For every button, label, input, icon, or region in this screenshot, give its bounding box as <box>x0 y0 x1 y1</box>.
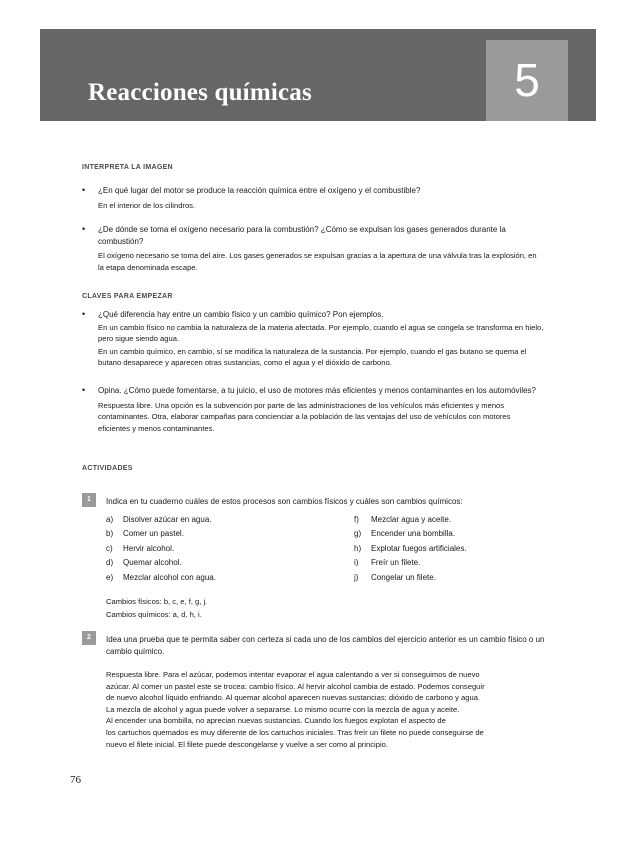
chapter-title: Reacciones químicas <box>88 79 312 106</box>
option-label: j) <box>354 572 359 582</box>
option-label: c) <box>106 543 113 553</box>
activity-statement: Indica en tu cuaderno cuáles de estos procesos son cambios físicos y cuáles son cambios químicos: <box>106 497 463 506</box>
option-text: Disolver azúcar en agua. <box>123 514 212 524</box>
list-item <box>82 385 544 434</box>
option-label: e) <box>106 572 114 582</box>
option-item <box>354 542 574 557</box>
section-title-claves: CLAVES PARA EMPEZAR <box>82 293 173 300</box>
answer-text <box>98 250 544 273</box>
activity-number-badge: 2 <box>82 631 96 645</box>
answer-physical: Cambios físicos: b, c, e, f, g, j. <box>106 596 208 606</box>
activity-answer <box>106 595 546 621</box>
option-label: h) <box>354 543 362 553</box>
answer-paragraph: El oxígeno necesario se toma del aire. Los gases generados se expulsan gracias a la apertura de una válvula tras la explosión, en la etapa denominada escape. <box>98 251 537 272</box>
option-label: a) <box>106 514 114 524</box>
option-label: f) <box>354 514 359 524</box>
chapter-header <box>40 29 596 121</box>
option-item <box>106 556 326 571</box>
activity-answer <box>106 669 546 750</box>
answer-paragraph: En un cambio químico, en cambio, sí se modifica la naturaleza de la sustancia. Por ejemplo, cuando el gas butano se quema el butano desaparece y aparecen otras sustancias, como el agua y el dióxido de carbono. <box>98 346 527 368</box>
list-item <box>82 185 544 211</box>
answer-line: La mezcla de alcohol y agua puede volver a separarse. Lo mismo ocurre con la mezcla de agua y aceite. <box>106 704 460 714</box>
answer-line: los cartuchos quemados es muy diferente de los cartuchos iniciales. Tras freír un filete no puede conseguirse de <box>106 727 484 737</box>
activity-statement: Idea una prueba que te permita saber con certeza si cada uno de los cambios del ejercicio anterior es un cambio físico o un cambio químico. <box>106 635 545 656</box>
section-title-interpreta: INTERPRETA LA IMAGEN <box>82 164 173 171</box>
answer-text <box>98 322 544 369</box>
answer-line: Al encender una bombilla, no aprecian nuevas sustancias. Cuando los fuegos explotan el aspecto de <box>106 716 446 726</box>
option-text: Mezclar agua y aceite. <box>371 514 452 524</box>
options-column-left <box>106 513 326 586</box>
bullet-icon: • <box>82 224 86 234</box>
options-column-right <box>354 513 574 586</box>
option-text: Hervir alcohol. <box>123 543 175 553</box>
option-label: i) <box>354 558 359 567</box>
option-item <box>354 527 574 542</box>
chapter-number: 5 <box>486 40 568 121</box>
bullet-icon: • <box>82 385 86 395</box>
section-title-actividades: ACTIVIDADES <box>82 465 133 472</box>
option-item <box>106 571 326 586</box>
option-item <box>354 556 574 571</box>
answer-line: Respuesta libre. Para el azúcar, podemos intentar evaporar el agua calentando a ver si conseguimos de nuevo <box>106 670 480 679</box>
answer-text <box>98 400 544 435</box>
option-item <box>106 542 326 557</box>
question-text: ¿De dónde se toma el oxígeno necesario para la combustión? ¿Cómo se expulsan los gases generados durante la combustión? <box>98 225 506 246</box>
page-number: 76 <box>70 774 81 786</box>
answer-paragraph: En un cambio físico no cambia la naturaleza de la materia afectada. Por ejemplo, cuando el agua se congela se transforma en hielo, pero sigue siendo agua. <box>98 322 544 344</box>
activity-number-badge: 1 <box>82 493 96 507</box>
answer-line: nuevo el filete inicial. El filete puede descongelarse y vuelve a ser como al principio. <box>106 739 388 749</box>
options-list <box>106 513 546 585</box>
option-text: Explotar fuegos artificiales. <box>371 543 467 553</box>
bullet-icon: • <box>82 185 86 195</box>
option-label: b) <box>106 529 114 538</box>
option-text: Comer un pastel. <box>123 529 184 538</box>
answer-text <box>98 200 544 212</box>
option-item <box>106 527 326 542</box>
list-item <box>82 224 544 273</box>
answer-chemical: Cambios químicos: a, d, h, i. <box>106 609 202 619</box>
question-text: ¿En qué lugar del motor se produce la reacción química entre el oxígeno y el combustible? <box>98 186 421 195</box>
answer-paragraph: Respuesta libre. Una opción es la subvención por parte de las administraciones de los vehículos más eficientes y menos contaminantes. Otra, elaborar campañas para concienciar a la población de las ventajas del uso de vehículos con motores eficientes y menos contaminantes. <box>98 400 511 433</box>
answer-line: azúcar. Al comer un pastel este se trocea: cambio físico. Al hervir alcohol cambia de estado. Podemos conseguir <box>106 681 485 691</box>
option-item <box>354 513 574 528</box>
activity-2 <box>106 634 546 750</box>
answer-paragraph: En el interior de los cilindros. <box>98 200 196 210</box>
list-item <box>82 309 544 369</box>
option-text: Congelar un filete. <box>371 572 436 582</box>
question-text: Opina. ¿Cómo puede fomentarse, a tu juicio, el uso de motores más eficientes y menos contaminantes en los automóviles? <box>98 386 537 395</box>
option-text: Encender una bombilla. <box>371 529 456 538</box>
option-label: d) <box>106 558 114 567</box>
option-text: Freír un filete. <box>371 558 421 567</box>
option-label: g) <box>354 529 362 538</box>
question-text: ¿Qué diferencia hay entre un cambio físico y un cambio químico? Pon ejemplos. <box>98 310 384 319</box>
option-text: Mezclar alcohol con agua. <box>123 572 216 582</box>
option-item <box>354 571 574 586</box>
option-text: Quemar alcohol. <box>123 558 182 567</box>
option-item <box>106 513 326 528</box>
activity-1 <box>106 496 546 621</box>
bullet-icon: • <box>82 309 86 319</box>
answer-line: de nuevo alcohol líquido enfriando. Al quemar alcohol aparecen nuevas sustancias: dióxido de carbono y agua. <box>106 693 481 703</box>
